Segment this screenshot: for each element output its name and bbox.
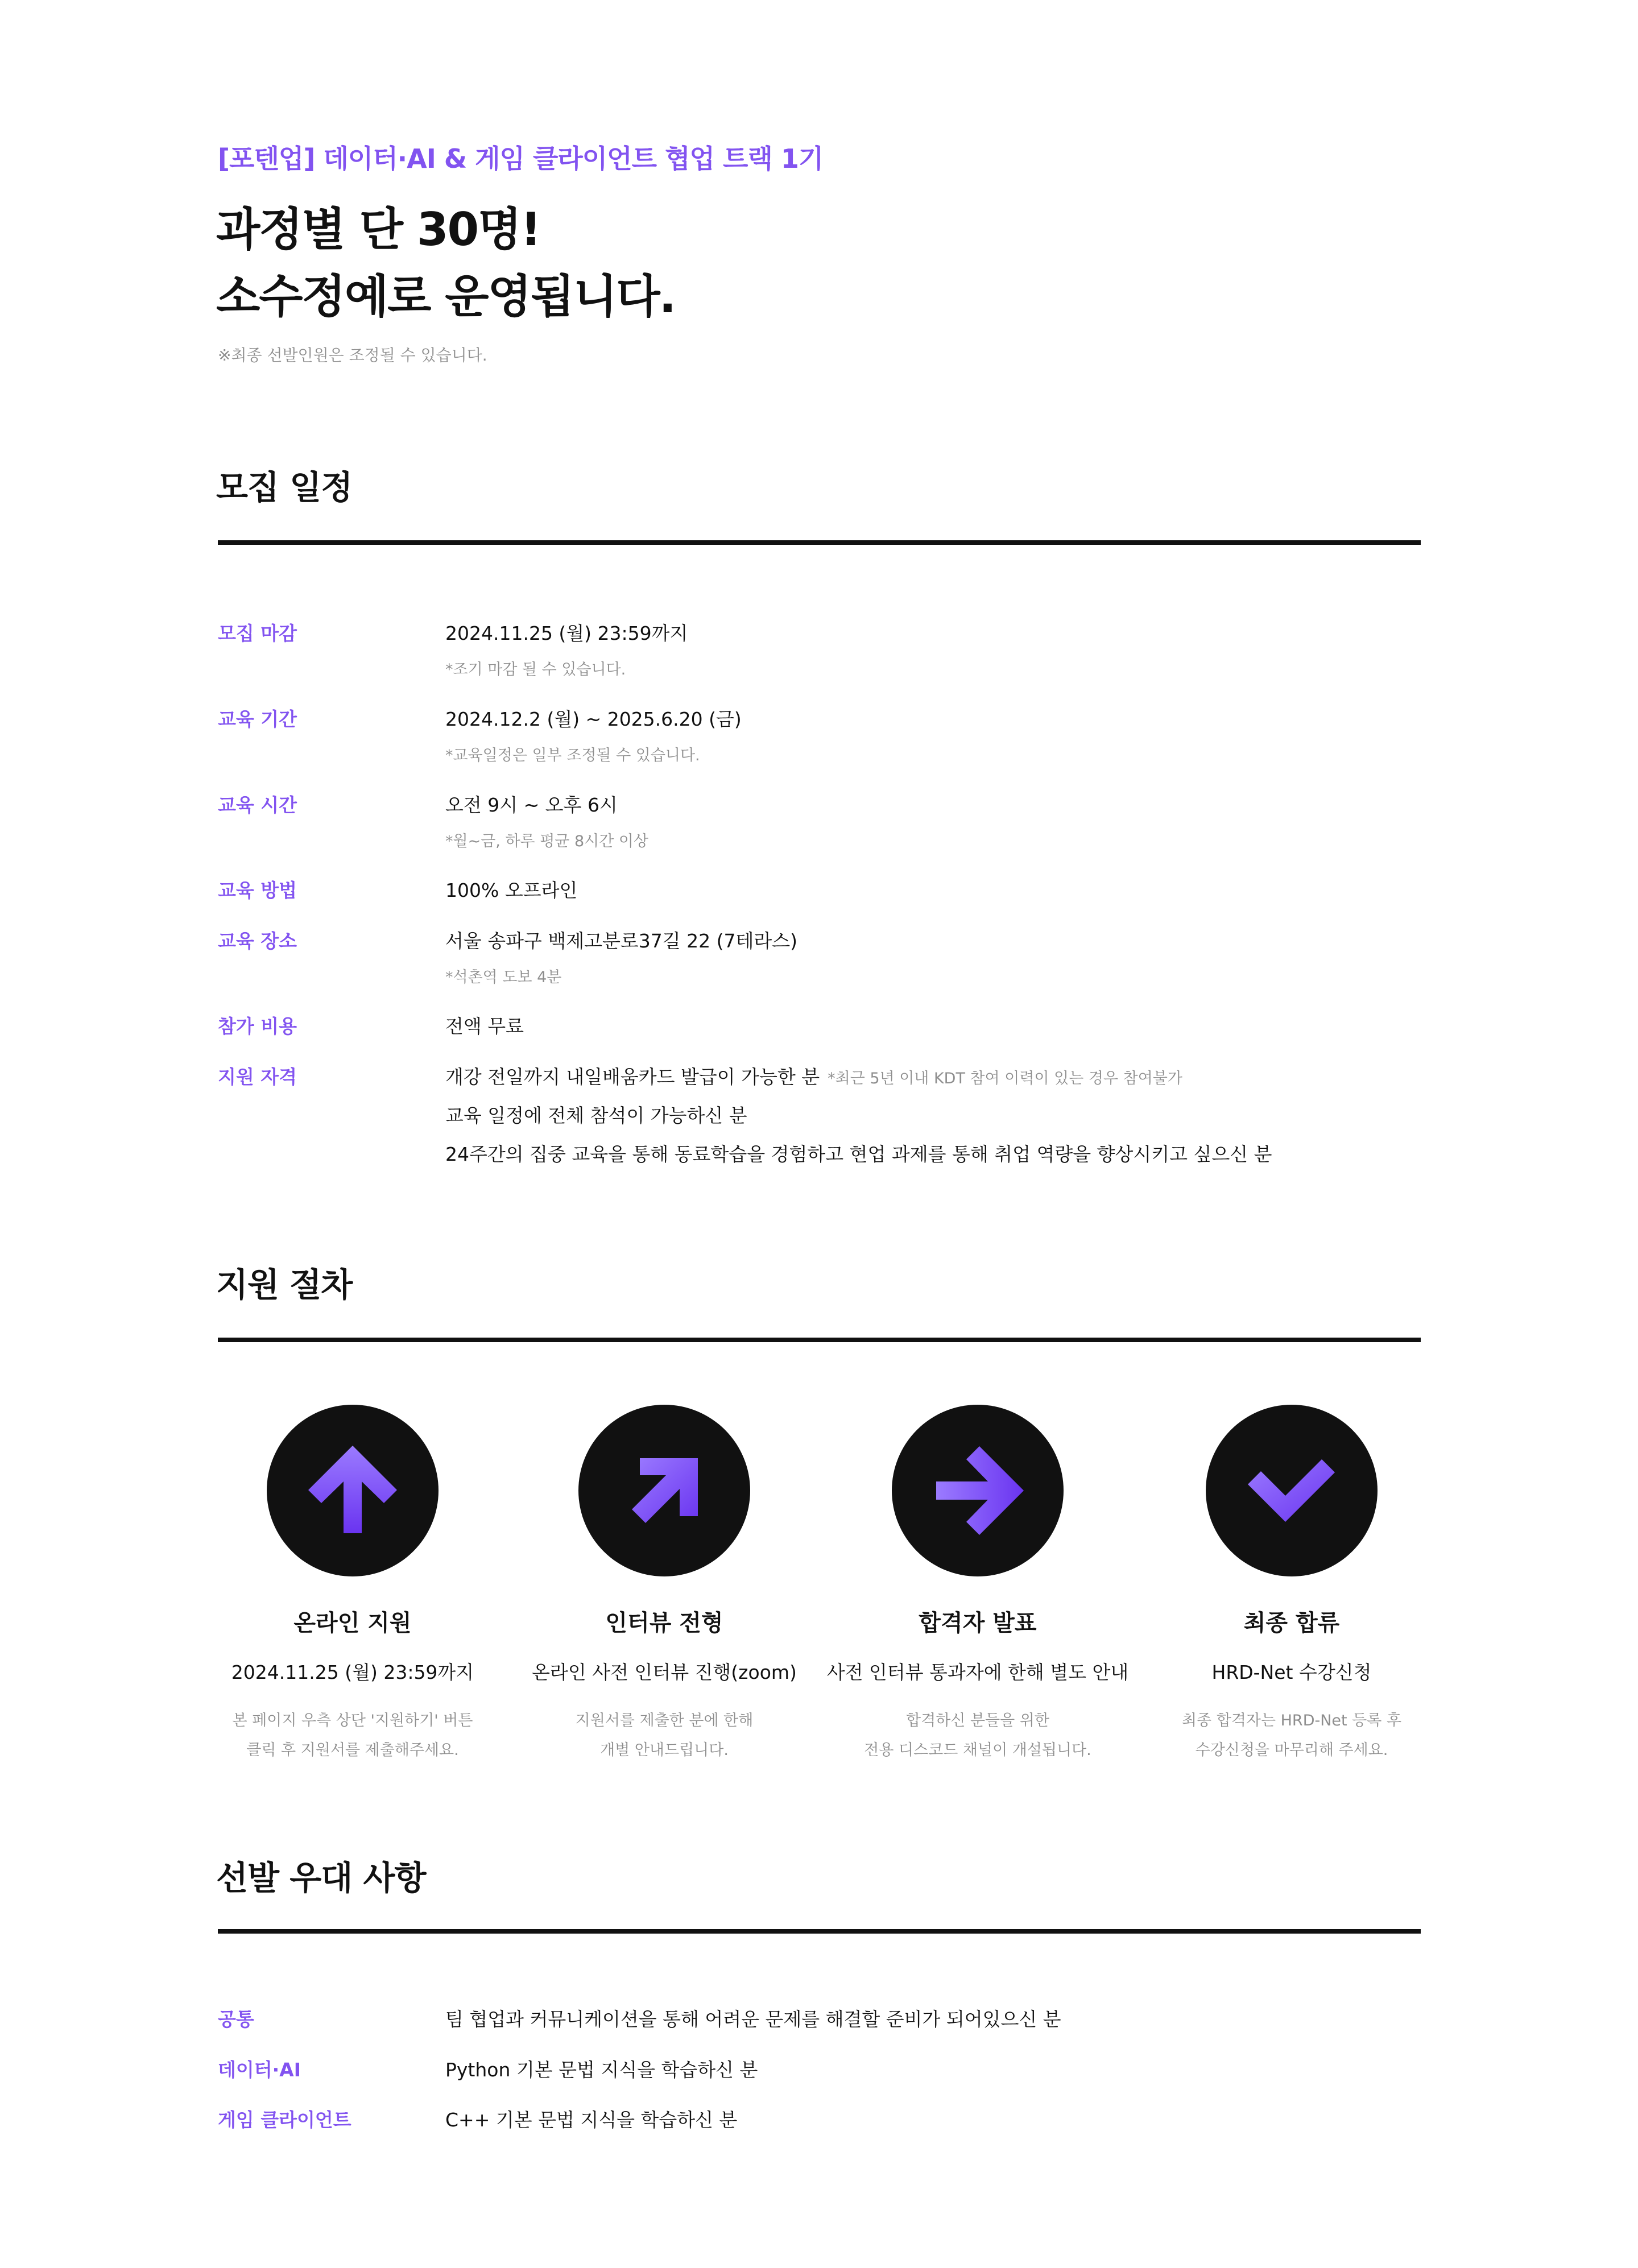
step-title: 최종 합류 bbox=[1243, 1610, 1340, 1636]
process-step bbox=[193, 1405, 512, 1765]
schedule-row-label: 참가 비용 bbox=[218, 1015, 297, 1037]
schedule-divider bbox=[218, 540, 1421, 545]
schedule-row-label: 교육 시간 bbox=[218, 794, 297, 816]
hero-title bbox=[216, 196, 675, 330]
eligibility-line-text: 개강 전일까지 내일배움카드 발급이 가능한 분 bbox=[445, 1066, 820, 1088]
step-description bbox=[193, 1706, 512, 1765]
arrow-right-icon bbox=[892, 1405, 1064, 1576]
preference-row-label: 게임 클라이언트 bbox=[218, 2109, 351, 2131]
step-description-line: 수강신청을 마무리해 주세요. bbox=[1195, 1741, 1388, 1759]
step-description bbox=[818, 1706, 1137, 1765]
step-description-line: 지원서를 제출한 분에 한해 bbox=[575, 1712, 754, 1729]
schedule-title: 모집 일정 bbox=[216, 468, 353, 507]
step-description bbox=[505, 1706, 824, 1765]
schedule-row-note: *조기 마감 될 수 있습니다. bbox=[445, 661, 626, 678]
schedule-row-value: 오전 9시 ~ 오후 6시 bbox=[445, 794, 618, 816]
step-description-line: 본 페이지 우측 상단 '지원하기' 버튼 bbox=[232, 1712, 473, 1729]
preference-row-value: C++ 기본 문법 지식을 학습하신 분 bbox=[445, 2109, 738, 2131]
eligibility-line bbox=[445, 1062, 1182, 1089]
schedule-row-note: *월~금, 하루 평균 8시간 이상 bbox=[445, 833, 649, 850]
schedule-row-label: 교육 기간 bbox=[218, 708, 297, 730]
schedule-row-note: *석촌역 도보 4분 bbox=[445, 969, 562, 986]
arrow-up-icon bbox=[267, 1405, 439, 1576]
eligibility-line: 24주간의 집중 교육을 통해 동료학습을 경험하고 현업 과제를 통해 취업 역량을 향상시키고 싶으신 분 bbox=[445, 1143, 1272, 1165]
step-title: 합격자 발표 bbox=[919, 1610, 1037, 1636]
hero-note: ※최종 선발인원은 조정될 수 있습니다. bbox=[218, 346, 487, 365]
step-circle bbox=[267, 1405, 439, 1576]
schedule-row-label: 교육 장소 bbox=[218, 930, 297, 952]
check-icon bbox=[1206, 1405, 1378, 1576]
schedule-row-value: 2024.12.2 (월) ~ 2025.6.20 (금) bbox=[445, 708, 742, 730]
step-title: 온라인 지원 bbox=[293, 1610, 412, 1636]
step-description bbox=[1132, 1706, 1451, 1765]
step-subtitle: HRD-Net 수강신청 bbox=[1211, 1661, 1372, 1683]
step-title: 인터뷰 전형 bbox=[605, 1610, 723, 1636]
arrow-up-right-icon bbox=[578, 1405, 750, 1576]
eligibility-label: 지원 자격 bbox=[218, 1066, 297, 1088]
step-description-line: 최종 합격자는 HRD-Net 등록 후 bbox=[1181, 1712, 1402, 1729]
process-step bbox=[505, 1405, 824, 1765]
preference-title: 선발 우대 사항 bbox=[216, 1859, 426, 1897]
process-title: 지원 절차 bbox=[216, 1265, 353, 1304]
preference-row-value: Python 기본 문법 지식을 학습하신 분 bbox=[445, 2059, 758, 2081]
process-divider bbox=[218, 1338, 1421, 1342]
step-subtitle: 2024.11.25 (월) 23:59까지 bbox=[231, 1661, 474, 1683]
eligibility-line: 교육 일정에 전체 참석이 가능하신 분 bbox=[445, 1104, 747, 1127]
step-circle bbox=[1206, 1405, 1378, 1576]
eligibility-note: *최근 5년 이내 KDT 참여 이력이 있는 경우 참여불가 bbox=[828, 1070, 1182, 1087]
step-description-line: 합격하신 분들을 위한 bbox=[906, 1712, 1049, 1729]
step-circle bbox=[578, 1405, 750, 1576]
preference-row-value: 팀 협업과 커뮤니케이션을 통해 어려운 문제를 해결할 준비가 되어있으신 분 bbox=[445, 2008, 1061, 2030]
step-circle bbox=[892, 1405, 1064, 1576]
step-description-line: 개별 안내드립니다. bbox=[600, 1741, 729, 1759]
preference-row-label: 공통 bbox=[218, 2008, 254, 2030]
preference-divider bbox=[218, 1929, 1421, 1934]
schedule-row-value: 전액 무료 bbox=[445, 1015, 524, 1037]
step-description-line: 클릭 후 지원서를 제출해주세요. bbox=[246, 1741, 459, 1759]
preference-row-label: 데이터·AI bbox=[218, 2059, 301, 2081]
schedule-row-value: 서울 송파구 백제고분로37길 22 (7테라스) bbox=[445, 930, 797, 952]
process-step bbox=[1132, 1405, 1451, 1765]
hero-title-line1: 과정별 단 30명! bbox=[216, 203, 540, 256]
schedule-row-value: 100% 오프라인 bbox=[445, 879, 578, 901]
hero-title-line2: 소수정예로 운영됩니다. bbox=[216, 270, 676, 323]
course-kicker: [포텐업] 데이터·AI & 게임 클라이언트 협업 트랙 1기 bbox=[218, 143, 824, 174]
schedule-row-label: 모집 마감 bbox=[218, 622, 297, 644]
schedule-row-label: 교육 방법 bbox=[218, 879, 297, 901]
process-step bbox=[818, 1405, 1137, 1765]
step-subtitle: 온라인 사전 인터뷰 진행(zoom) bbox=[532, 1661, 797, 1683]
step-description-line: 전용 디스코드 채널이 개설됩니다. bbox=[864, 1741, 1091, 1759]
schedule-row-value: 2024.11.25 (월) 23:59까지 bbox=[445, 622, 688, 644]
step-subtitle: 사전 인터뷰 통과자에 한해 별도 안내 bbox=[826, 1661, 1129, 1683]
schedule-row-note: *교육일정은 일부 조정될 수 있습니다. bbox=[445, 747, 700, 764]
